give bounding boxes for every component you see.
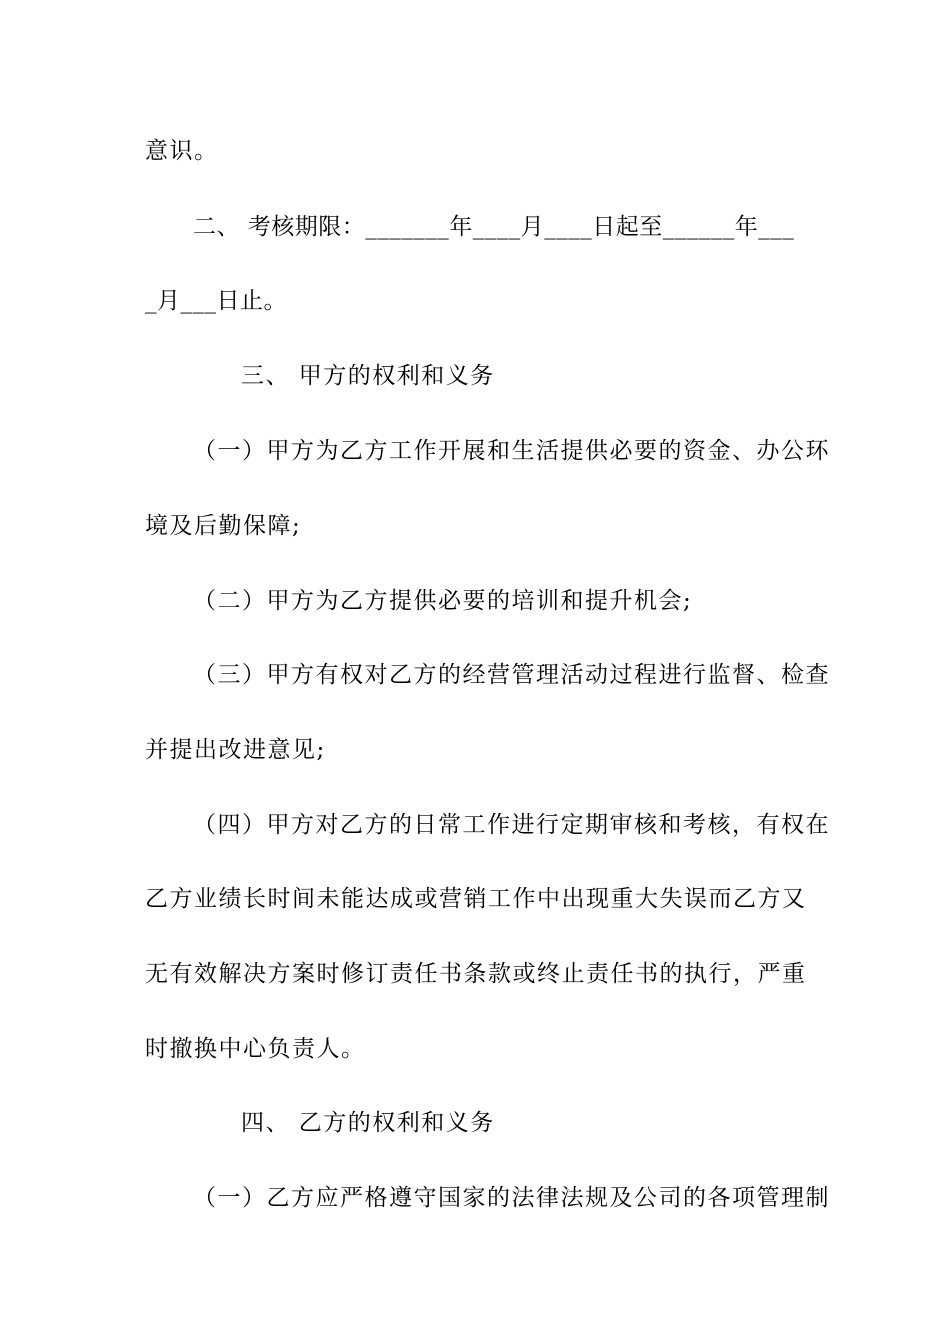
clause-3-4-line-3: 无有效解决方案时修订责任书条款或终止责任书的执行，严重 <box>145 961 807 987</box>
clause-3-3-line-1: （三）甲方有权对乙方的经营管理活动过程进行监督、检查 <box>193 662 830 688</box>
clause-3-4-line-1: （四）甲方对乙方的日常工作进行定期审核和考核，有权在 <box>193 812 830 838</box>
clause-3-2: （二）甲方为乙方提供必要的培训和提升机会; <box>193 588 693 614</box>
section-four-heading: 四、 乙方的权利和义务 <box>241 1110 495 1136</box>
clause-3-1-line-2: 境及后勤保障; <box>145 513 302 539</box>
clause-4-1-line-1: （一）乙方应严格遵守国家的法律法规及公司的各项管理制 <box>193 1185 830 1211</box>
paragraph-continuation: 意识。 <box>145 138 219 164</box>
clause-3-4-line-4: 时撤换中心负责人。 <box>145 1036 366 1062</box>
clause-3-1-line-1: （一）甲方为乙方工作开展和生活提供必要的资金、办公环 <box>193 438 830 464</box>
section-two-term-line: 二、 考核期限：_______年____月____日起至______年___ <box>193 214 795 240</box>
section-three-heading: 三、 甲方的权利和义务 <box>241 363 495 389</box>
clause-3-4-line-2: 乙方业绩长时间未能达成或营销工作中出现重大失误而乙方又 <box>145 886 807 912</box>
clause-3-3-line-2: 并提出改进意见; <box>145 737 326 763</box>
section-two-term-line-end: _月___日止。 <box>145 288 287 314</box>
